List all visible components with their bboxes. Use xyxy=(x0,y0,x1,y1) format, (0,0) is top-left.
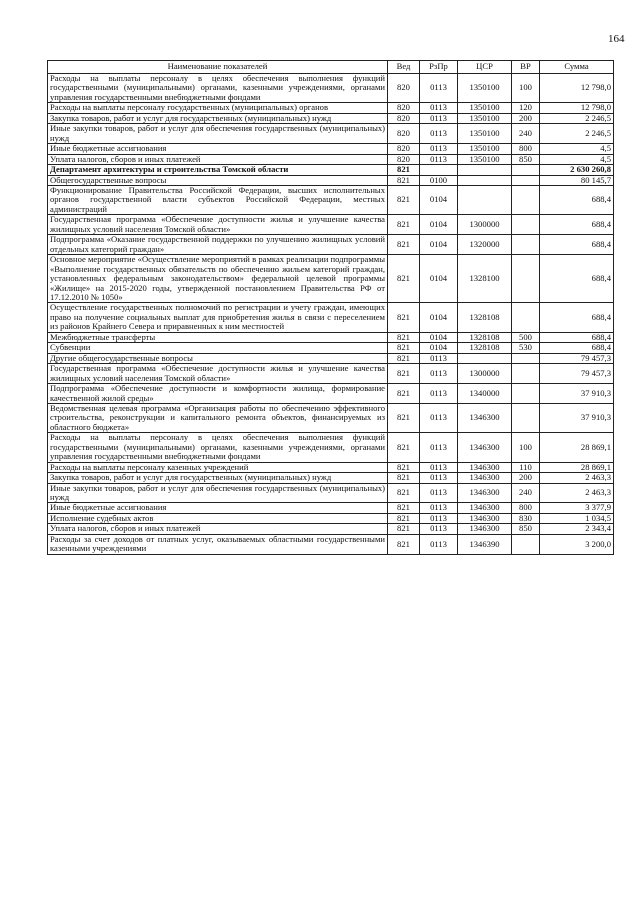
row-csr: 1350100 xyxy=(458,124,512,144)
table-row xyxy=(48,353,614,363)
row-csr: 1328108 xyxy=(458,303,512,332)
table-row xyxy=(48,513,614,523)
table-row xyxy=(48,175,614,185)
row-sum: 2 246,5 xyxy=(540,124,614,144)
row-vr: 200 xyxy=(512,113,540,123)
row-ved: 821 xyxy=(388,513,420,523)
row-ved: 821 xyxy=(388,185,420,214)
row-csr: 1340000 xyxy=(458,384,512,404)
row-name: Другие общегосударственные вопросы xyxy=(48,353,388,363)
row-ved: 821 xyxy=(388,332,420,342)
row-vr: 100 xyxy=(512,74,540,103)
row-ved: 821 xyxy=(388,303,420,332)
row-ved: 821 xyxy=(388,343,420,353)
col-header-name: Наименование показателей xyxy=(48,61,388,74)
row-rzpr: 0113 xyxy=(420,473,458,483)
row-csr: 1328108 xyxy=(458,332,512,342)
row-ved: 820 xyxy=(388,154,420,164)
row-name: Государственная программа «Обеспечение доступности жилья и улучшение качества жилищных условий населения Томской области» xyxy=(48,364,388,384)
row-csr xyxy=(458,175,512,185)
row-name: Иные закупки товаров, работ и услуг для обеспечения государственных (муниципальных) нужд xyxy=(48,483,388,503)
row-csr: 1300000 xyxy=(458,215,512,235)
row-name: Подпрограмма «Оказание государственной поддержки по улучшению жилищных условий отдельных категорий граждан» xyxy=(48,235,388,255)
row-name: Основное мероприятие «Осуществление мероприятий в рамках реализации подпрограммы «Выполнение государственных обязательств по обеспечению жильем категорий граждан, установленных федеральным законодательством» федеральной целевой программы «Жилище» на 2015-2020 годы, утвержденной постановлением Правительства РФ от 17.12.2010 № 1050» xyxy=(48,255,388,303)
row-rzpr: 0113 xyxy=(420,154,458,164)
row-vr xyxy=(512,403,540,432)
row-vr xyxy=(512,303,540,332)
row-vr xyxy=(512,165,540,175)
row-name: Расходы на выплаты персоналу казенных учреждений xyxy=(48,462,388,472)
row-csr: 1350100 xyxy=(458,103,512,113)
row-name: Уплата налогов, сборов и иных платежей xyxy=(48,524,388,534)
row-rzpr: 0113 xyxy=(420,534,458,554)
row-sum: 12 798,0 xyxy=(540,74,614,103)
row-rzpr: 0113 xyxy=(420,513,458,523)
col-header-rzpr: РзПр xyxy=(420,61,458,74)
row-rzpr: 0104 xyxy=(420,255,458,303)
row-csr: 1346390 xyxy=(458,534,512,554)
row-vr: 100 xyxy=(512,433,540,462)
row-ved: 820 xyxy=(388,103,420,113)
row-rzpr: 0113 xyxy=(420,113,458,123)
row-ved: 820 xyxy=(388,74,420,103)
budget-table xyxy=(47,60,614,555)
row-sum: 4,5 xyxy=(540,154,614,164)
row-csr: 1346300 xyxy=(458,433,512,462)
row-rzpr: 0113 xyxy=(420,503,458,513)
table-row xyxy=(48,483,614,503)
row-vr: 800 xyxy=(512,503,540,513)
row-sum: 3 377,9 xyxy=(540,503,614,513)
header-row xyxy=(48,61,614,74)
row-csr: 1346300 xyxy=(458,503,512,513)
table-row xyxy=(48,165,614,175)
row-rzpr: 0104 xyxy=(420,303,458,332)
col-header-vr: ВР xyxy=(512,61,540,74)
row-vr: 830 xyxy=(512,513,540,523)
table-row xyxy=(48,503,614,513)
row-vr: 850 xyxy=(512,524,540,534)
row-name: Подпрограмма «Обеспечение доступности и комфортности жилища, формирование качественной жилой среды» xyxy=(48,384,388,404)
row-sum: 3 200,0 xyxy=(540,534,614,554)
table-row xyxy=(48,215,614,235)
row-csr: 1346300 xyxy=(458,513,512,523)
row-vr: 240 xyxy=(512,483,540,503)
row-csr xyxy=(458,353,512,363)
row-csr: 1346300 xyxy=(458,524,512,534)
row-rzpr: 0113 xyxy=(420,524,458,534)
table-row xyxy=(48,303,614,332)
row-sum: 80 145,7 xyxy=(540,175,614,185)
row-name: Расходы за счет доходов от платных услуг, оказываемых областными государственными казенными учреждениями xyxy=(48,534,388,554)
table-row xyxy=(48,74,614,103)
row-vr: 800 xyxy=(512,144,540,154)
table-row xyxy=(48,103,614,113)
row-vr xyxy=(512,235,540,255)
row-vr xyxy=(512,353,540,363)
row-name: Общегосударственные вопросы xyxy=(48,175,388,185)
row-sum: 688,4 xyxy=(540,332,614,342)
row-csr: 1350100 xyxy=(458,154,512,164)
row-csr xyxy=(458,185,512,214)
row-rzpr: 0104 xyxy=(420,332,458,342)
row-sum: 688,4 xyxy=(540,235,614,255)
row-name: Закупка товаров, работ и услуг для государственных (муниципальных) нужд xyxy=(48,473,388,483)
row-ved: 821 xyxy=(388,534,420,554)
row-vr xyxy=(512,534,540,554)
row-ved: 821 xyxy=(388,403,420,432)
row-csr: 1328108 xyxy=(458,343,512,353)
table-row xyxy=(48,473,614,483)
row-name: Субвенции xyxy=(48,343,388,353)
table-row xyxy=(48,403,614,432)
row-name: Уплата налогов, сборов и иных платежей xyxy=(48,154,388,164)
row-sum: 28 869,1 xyxy=(540,462,614,472)
row-csr: 1346300 xyxy=(458,473,512,483)
page-number: 164 xyxy=(608,33,625,45)
row-ved: 821 xyxy=(388,235,420,255)
row-sum: 79 457,3 xyxy=(540,353,614,363)
row-ved: 820 xyxy=(388,144,420,154)
row-name: Расходы на выплаты персоналу государственных (муниципальных) органов xyxy=(48,103,388,113)
table-row xyxy=(48,154,614,164)
row-ved: 820 xyxy=(388,124,420,144)
row-csr: 1350100 xyxy=(458,74,512,103)
row-ved: 821 xyxy=(388,364,420,384)
row-sum: 12 798,0 xyxy=(540,103,614,113)
row-name: Функционирование Правительства Российской Федерации, высших исполнительных органов государственной власти субъектов Российской Федерации, местных администраций xyxy=(48,185,388,214)
row-vr: 110 xyxy=(512,462,540,472)
row-vr: 530 xyxy=(512,343,540,353)
row-sum: 2 343,4 xyxy=(540,524,614,534)
row-vr: 200 xyxy=(512,473,540,483)
row-rzpr: 0113 xyxy=(420,74,458,103)
row-name: Расходы на выплаты персоналу в целях обеспечения выполнения функций государственными (муниципальными) органами, казенными учреждениями, органами управления государственными внебюджетными фондами xyxy=(48,74,388,103)
row-sum: 688,4 xyxy=(540,303,614,332)
row-vr xyxy=(512,255,540,303)
table-row xyxy=(48,144,614,154)
row-vr xyxy=(512,384,540,404)
row-vr xyxy=(512,215,540,235)
col-header-ved: Вед xyxy=(388,61,420,74)
row-ved: 821 xyxy=(388,524,420,534)
row-name: Осуществление государственных полномочий по регистрации и учету граждан, имеющих право на получение социальных выплат для приобретения жилья в связи с переселением из районов Крайнего Севера и приравненных к ним местностей xyxy=(48,303,388,332)
row-name: Ведомственная целевая программа «Организация работы по обеспечению эффективного строительства, реконструкции и капитального ремонта объектов, финансируемых из областного бюджета» xyxy=(48,403,388,432)
row-ved: 821 xyxy=(388,433,420,462)
row-sum: 2 246,5 xyxy=(540,113,614,123)
row-ved: 821 xyxy=(388,175,420,185)
row-ved: 821 xyxy=(388,384,420,404)
row-rzpr: 0113 xyxy=(420,483,458,503)
row-rzpr: 0100 xyxy=(420,175,458,185)
row-sum: 2 630 260,8 xyxy=(540,165,614,175)
row-csr: 1346300 xyxy=(458,462,512,472)
row-sum: 37 910,3 xyxy=(540,384,614,404)
row-name: Закупка товаров, работ и услуг для государственных (муниципальных) нужд xyxy=(48,113,388,123)
row-ved: 821 xyxy=(388,215,420,235)
table-row xyxy=(48,343,614,353)
row-name: Иные закупки товаров, работ и услуг для обеспечения государственных (муниципальных) нужд xyxy=(48,124,388,144)
row-csr: 1320000 xyxy=(458,235,512,255)
row-sum: 4,5 xyxy=(540,144,614,154)
row-sum: 688,4 xyxy=(540,343,614,353)
row-name: Исполнение судебных актов xyxy=(48,513,388,523)
row-ved: 821 xyxy=(388,462,420,472)
row-ved: 821 xyxy=(388,353,420,363)
row-csr: 1350100 xyxy=(458,144,512,154)
row-csr: 1300000 xyxy=(458,364,512,384)
row-ved: 821 xyxy=(388,473,420,483)
row-csr: 1328100 xyxy=(458,255,512,303)
row-rzpr xyxy=(420,165,458,175)
table-body xyxy=(48,74,614,555)
row-ved: 821 xyxy=(388,165,420,175)
row-rzpr: 0104 xyxy=(420,343,458,353)
row-rzpr: 0113 xyxy=(420,433,458,462)
row-vr xyxy=(512,185,540,214)
row-csr: 1346300 xyxy=(458,483,512,503)
table-row xyxy=(48,113,614,123)
row-name: Департамент архитектуры и строительства Томской области xyxy=(48,165,388,175)
row-ved: 821 xyxy=(388,483,420,503)
table-row xyxy=(48,235,614,255)
row-name: Государственная программа «Обеспечение доступности жилья и улучшение качества жилищных условий населения Томской области» xyxy=(48,215,388,235)
row-name: Иные бюджетные ассигнования xyxy=(48,503,388,513)
row-vr: 240 xyxy=(512,124,540,144)
row-rzpr: 0113 xyxy=(420,144,458,154)
table-row xyxy=(48,534,614,554)
row-csr xyxy=(458,165,512,175)
row-rzpr: 0104 xyxy=(420,235,458,255)
row-sum: 28 869,1 xyxy=(540,433,614,462)
row-sum: 1 034,5 xyxy=(540,513,614,523)
table-row xyxy=(48,364,614,384)
row-rzpr: 0113 xyxy=(420,462,458,472)
row-sum: 79 457,3 xyxy=(540,364,614,384)
row-sum: 2 463,3 xyxy=(540,473,614,483)
col-header-sum: Сумма xyxy=(540,61,614,74)
row-name: Расходы на выплаты персоналу в целях обеспечения выполнения функций государственными (муниципальными) органами, казенными учреждениями, органами управления государственными внебюджетными фондами xyxy=(48,433,388,462)
row-csr: 1350100 xyxy=(458,113,512,123)
row-rzpr: 0113 xyxy=(420,103,458,113)
table-row xyxy=(48,332,614,342)
row-sum: 37 910,3 xyxy=(540,403,614,432)
row-sum: 688,4 xyxy=(540,185,614,214)
table-row xyxy=(48,524,614,534)
row-sum: 688,4 xyxy=(540,255,614,303)
row-vr xyxy=(512,364,540,384)
row-rzpr: 0113 xyxy=(420,403,458,432)
row-rzpr: 0113 xyxy=(420,124,458,144)
row-vr: 500 xyxy=(512,332,540,342)
row-ved: 821 xyxy=(388,255,420,303)
row-rzpr: 0113 xyxy=(420,364,458,384)
table-row xyxy=(48,185,614,214)
row-sum: 2 463,3 xyxy=(540,483,614,503)
row-rzpr: 0113 xyxy=(420,353,458,363)
row-vr: 120 xyxy=(512,103,540,113)
col-header-csr: ЦСР xyxy=(458,61,512,74)
row-rzpr: 0113 xyxy=(420,384,458,404)
table-row xyxy=(48,433,614,462)
row-sum: 688,4 xyxy=(540,215,614,235)
table-row xyxy=(48,255,614,303)
row-name: Межбюджетные трансферты xyxy=(48,332,388,342)
row-vr: 850 xyxy=(512,154,540,164)
row-rzpr: 0104 xyxy=(420,185,458,214)
row-csr: 1346300 xyxy=(458,403,512,432)
row-rzpr: 0104 xyxy=(420,215,458,235)
table-row xyxy=(48,462,614,472)
table-row xyxy=(48,384,614,404)
table-row xyxy=(48,124,614,144)
row-ved: 821 xyxy=(388,503,420,513)
row-vr xyxy=(512,175,540,185)
row-ved: 820 xyxy=(388,113,420,123)
row-name: Иные бюджетные ассигнования xyxy=(48,144,388,154)
